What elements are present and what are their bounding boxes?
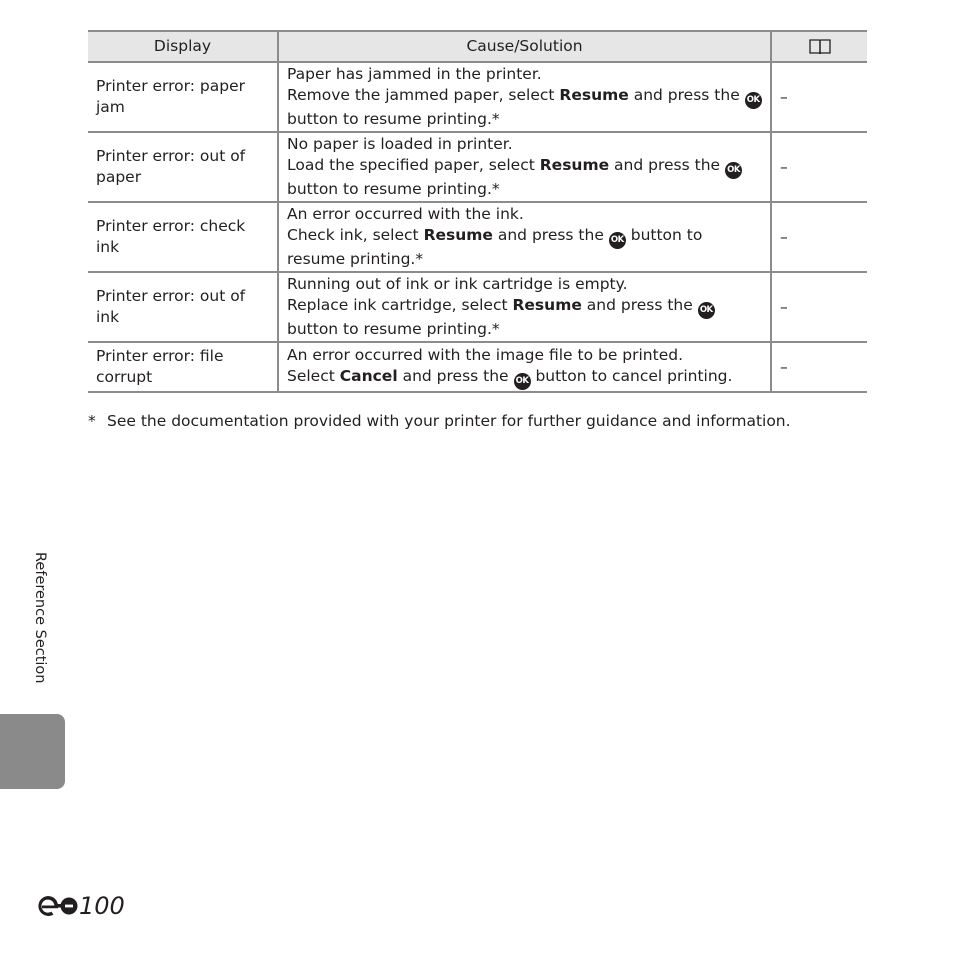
table-row: [88, 342, 867, 392]
reference-e-icon: [38, 895, 78, 917]
cause-solution-cell: [278, 342, 771, 392]
cause-text: Paper has jammed in the printer.: [287, 65, 542, 83]
reference-cell: [771, 342, 867, 392]
reference-cell: [771, 62, 867, 132]
display-text: Printer error: out of paper: [96, 147, 246, 186]
table-header-row: [88, 31, 867, 62]
solution-text: Select Cancel and press the OK button to cancel printing.: [287, 367, 732, 385]
table-row: [88, 272, 867, 342]
cause-solution-cell: [278, 62, 771, 132]
display-cell: [88, 62, 278, 132]
footnote: [88, 411, 878, 432]
ok-button-icon: OK: [698, 302, 715, 319]
reference-text: –: [780, 157, 788, 176]
reference-text: –: [780, 227, 788, 246]
footnote-text: See the documentation provided with your printer for further guidance and information.: [107, 412, 791, 430]
cause-solution-cell: [278, 132, 771, 202]
display-text: Printer error: out of ink: [96, 287, 246, 326]
solution-text: Remove the jammed paper, select Resume and press the OK button to resume printing.*: [287, 86, 762, 128]
menu-option-label: Cancel: [339, 366, 398, 385]
section-tab: [0, 714, 65, 789]
table-row: [88, 202, 867, 272]
display-text: Printer error: file corrupt: [96, 347, 224, 386]
cause-text: An error occurred with the ink.: [287, 205, 524, 223]
display-cell: [88, 202, 278, 272]
display-text: Printer error: paper jam: [96, 77, 245, 116]
display-text: Printer error: check ink: [96, 217, 246, 256]
ok-button-icon: OK: [745, 92, 762, 109]
header-reference: [771, 31, 867, 62]
printer-error-table: [88, 30, 867, 393]
table-row: [88, 132, 867, 202]
display-cell: [88, 272, 278, 342]
page-number-text: 100: [79, 892, 125, 920]
table-row: [88, 62, 867, 132]
cause-text: An error occurred with the image file to be printed.: [287, 345, 684, 364]
solution-text: Replace ink cartridge, select Resume and press the OK button to resume printing.*: [287, 296, 715, 338]
cause-text: Running out of ink or ink cartridge is empty.: [287, 275, 628, 293]
reference-cell: [771, 202, 867, 272]
menu-option-label: Resume: [423, 226, 493, 244]
header-display: Display: [88, 31, 278, 62]
menu-option-label: Resume: [559, 86, 629, 104]
menu-option-label: Resume: [512, 296, 582, 314]
reference-text: –: [780, 297, 788, 316]
ok-button-icon: OK: [725, 162, 742, 179]
ok-button-icon: OK: [514, 373, 531, 390]
reference-text: –: [780, 357, 788, 376]
ok-button-icon: OK: [609, 232, 626, 249]
reference-cell: [771, 132, 867, 202]
display-cell: [88, 342, 278, 392]
book-icon: [807, 37, 833, 57]
section-label: Reference Section: [32, 552, 48, 684]
page-number: [38, 892, 125, 920]
cause-solution-cell: [278, 202, 771, 272]
solution-text: Load the specified paper, select Resume and press the OK button to resume printing.*: [287, 156, 742, 198]
reference-text: –: [780, 87, 788, 106]
footnote-mark: *: [88, 412, 96, 430]
reference-cell: [771, 272, 867, 342]
menu-option-label: Resume: [539, 156, 610, 174]
display-cell: [88, 132, 278, 202]
header-cause-solution: Cause/Solution: [278, 31, 771, 62]
cause-solution-cell: [278, 272, 771, 342]
solution-text: Check ink, select Resume and press the OK button to resume printing.*: [287, 226, 703, 268]
cause-text: No paper is loaded in printer.: [287, 135, 513, 153]
